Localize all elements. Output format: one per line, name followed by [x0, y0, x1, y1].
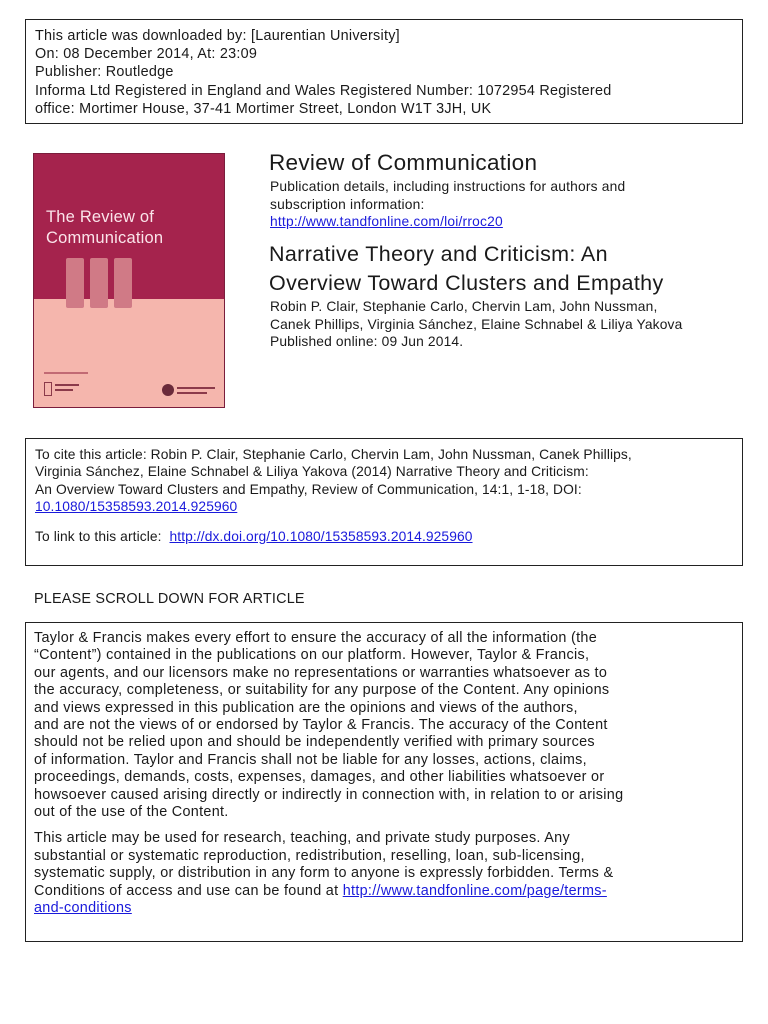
- published-date: Published online: 09 Jun 2014.: [270, 334, 464, 349]
- disclaimer-line: howsoever caused arising directly or indirectly in connection with, in relation to or arising: [34, 786, 624, 803]
- cover-title-line: Communication: [46, 229, 164, 247]
- journal-title: Review of Communication: [269, 150, 538, 175]
- cover-title: [46, 207, 163, 249]
- scroll-notice: PLEASE SCROLL DOWN FOR ARTICLE: [34, 591, 305, 607]
- society-logo-icon: [162, 384, 218, 398]
- download-notice-box: [25, 19, 743, 124]
- journal-url-link[interactable]: http://www.tandfonline.com/loi/rroc20: [270, 214, 503, 229]
- cover-title-line: The Review of: [46, 208, 155, 226]
- cover-rule: [44, 372, 88, 374]
- disclaimer-line: out of the use of the Content.: [34, 804, 229, 821]
- disclaimer-line: and views expressed in this publication are the opinions and views of the authors,: [34, 699, 578, 716]
- citation-line: To cite this article: Robin P. Clair, Stephanie Carlo, Chervin Lam, John Nussman, Canek Phillips,: [35, 447, 632, 462]
- download-notice-line: Informa Ltd Registered in England and Wales Registered Number: 1072954 Registered: [35, 82, 612, 99]
- disclaimer-line: Taylor & Francis makes every effort to ensure the accuracy of all the information (the: [34, 630, 598, 646]
- publication-details: [270, 178, 625, 231]
- citation-line: An Overview Toward Clusters and Empathy, Review of Communication, 14:1, 1-18, DOI:: [35, 481, 582, 497]
- disclaimer-box: [25, 622, 743, 942]
- authors-line: Canek Phillips, Virginia Sánchez, Elaine Schnabel & Liliya Yakova: [270, 316, 683, 332]
- article-title-line: Overview Toward Clusters and Empathy: [269, 271, 664, 295]
- terms-url-link-continued[interactable]: and-conditions: [34, 900, 132, 917]
- citation-box: [25, 438, 743, 566]
- usage-line: substantial or systematic reproduction, redistribution, reselling, loan, sub-licensing,: [34, 847, 585, 864]
- usage-line: [34, 883, 733, 900]
- disclaimer-line: our agents, and our licensors make no representations or warranties whatsoever as to: [34, 664, 608, 681]
- download-notice-line: Publisher: Routledge: [35, 64, 174, 81]
- usage-terms-paragraph: [34, 830, 733, 917]
- disclaimer-line: proceedings, demands, costs, expenses, damages, and other liabilities whatsoever or: [34, 769, 605, 786]
- usage-line: This article may be used for research, teaching, and private study purposes. Any: [34, 830, 570, 847]
- publisher-logo-icon: [44, 380, 80, 402]
- doi-link[interactable]: 10.1080/15358593.2014.925960: [35, 499, 238, 515]
- article-link-label: To link to this article:: [35, 528, 162, 544]
- download-notice-line: On: 08 December 2014, At: 23:09: [35, 46, 258, 63]
- disclaimer-line: should not be relied upon and should be independently verified with primary sources: [34, 734, 595, 751]
- usage-line-prefix: Conditions of access and use can be found at: [34, 882, 343, 899]
- terms-url-link[interactable]: http://www.tandfonline.com/page/terms-: [342, 882, 607, 899]
- disclaimer-line: and are not the views of or endorsed by Taylor & Francis. The accuracy of the Content: [34, 717, 608, 734]
- journal-cover-image: [33, 153, 225, 408]
- article-authors: [270, 298, 682, 351]
- download-notice-line: office: Mortimer House, 37-41 Mortimer Street, London W1T 3JH, UK: [35, 100, 492, 117]
- usage-line: systematic supply, or distribution in any form to anyone is expressly forbidden. Terms &: [34, 865, 614, 882]
- publication-details-line: Publication details, including instructions for authors and: [270, 179, 626, 194]
- article-doi-url-link[interactable]: http://dx.doi.org/10.1080/15358593.2014.925960: [169, 528, 473, 544]
- article-title: [269, 240, 664, 298]
- disclaimer-paragraph: [34, 630, 733, 821]
- disclaimer-line: the accuracy, completeness, or suitability for any purpose of the Content. Any opinions: [34, 682, 610, 699]
- disclaimer-line: of information. Taylor and Francis shall not be liable for any losses, actions, claims,: [34, 751, 587, 768]
- article-link-line: [35, 528, 733, 545]
- download-notice-line: This article was downloaded by: [Laurentian University]: [35, 28, 400, 44]
- cover-graphic: [66, 258, 132, 308]
- citation-line: Virginia Sánchez, Elaine Schnabel & Liliya Yakova (2014) Narrative Theory and Criticism:: [35, 464, 589, 480]
- authors-line: Robin P. Clair, Stephanie Carlo, Chervin Lam, John Nussman,: [270, 299, 658, 314]
- article-title-line: Narrative Theory and Criticism: An: [269, 242, 608, 266]
- publication-details-line: subscription information:: [270, 196, 425, 212]
- disclaimer-line: “Content”) contained in the publications on our platform. However, Taylor & Francis,: [34, 647, 590, 664]
